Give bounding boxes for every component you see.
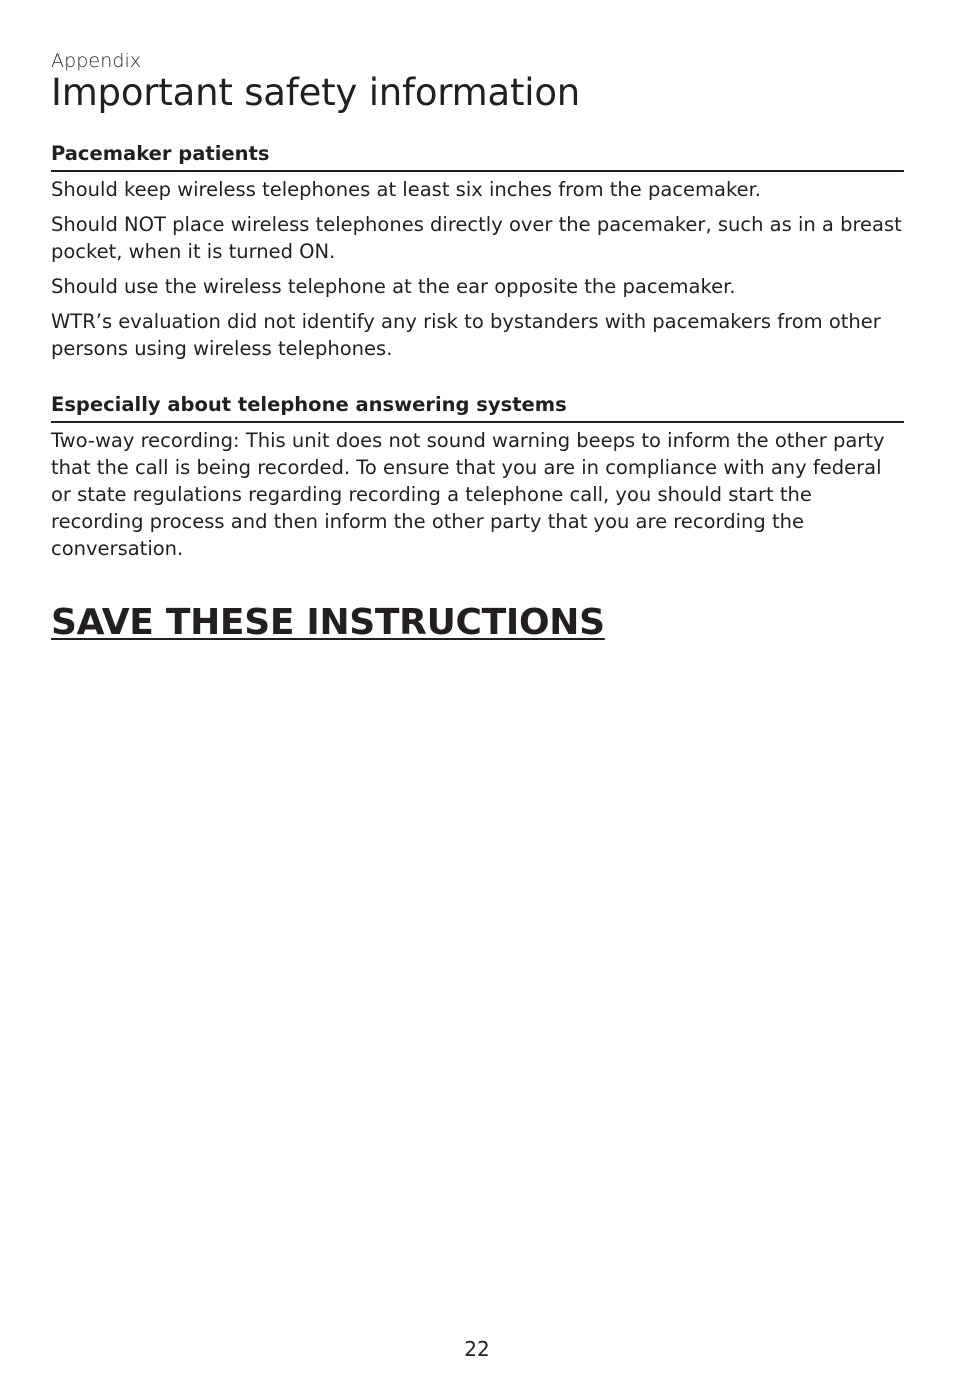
page-title: Important safety information — [51, 71, 581, 114]
pacemaker-paragraph-2: Should NOT place wireless telephones directly over the pacemaker, such as in a breast pocket, when it is turned ON. — [51, 213, 902, 263]
pacemaker-paragraph-4: WTR’s evaluation did not identify any risk to bystanders with pacemakers from other persons using wireless telephones. — [51, 310, 881, 360]
pacemaker-heading: Pacemaker patients — [51, 142, 904, 172]
section-label: Appendix — [51, 50, 142, 72]
page-number: 22 — [464, 1337, 490, 1361]
answering-systems-heading: Especially about telephone answering systems — [51, 393, 904, 423]
pacemaker-paragraph-3: Should use the wireless telephone at the ear opposite the pacemaker. — [51, 275, 736, 298]
pacemaker-paragraph-1: Should keep wireless telephones at least six inches from the pacemaker. — [51, 178, 761, 201]
answering-systems-paragraph: Two-way recording: This unit does not sound warning beeps to inform the other party that the call is being recorded. To ensure that you are in compliance with any federal or state regulations regarding recording a telephone call, you should start the recording process and then inform the other party that you are recording the conversation. — [51, 429, 885, 560]
save-instructions-heading: SAVE THESE INSTRUCTIONS — [51, 602, 605, 643]
